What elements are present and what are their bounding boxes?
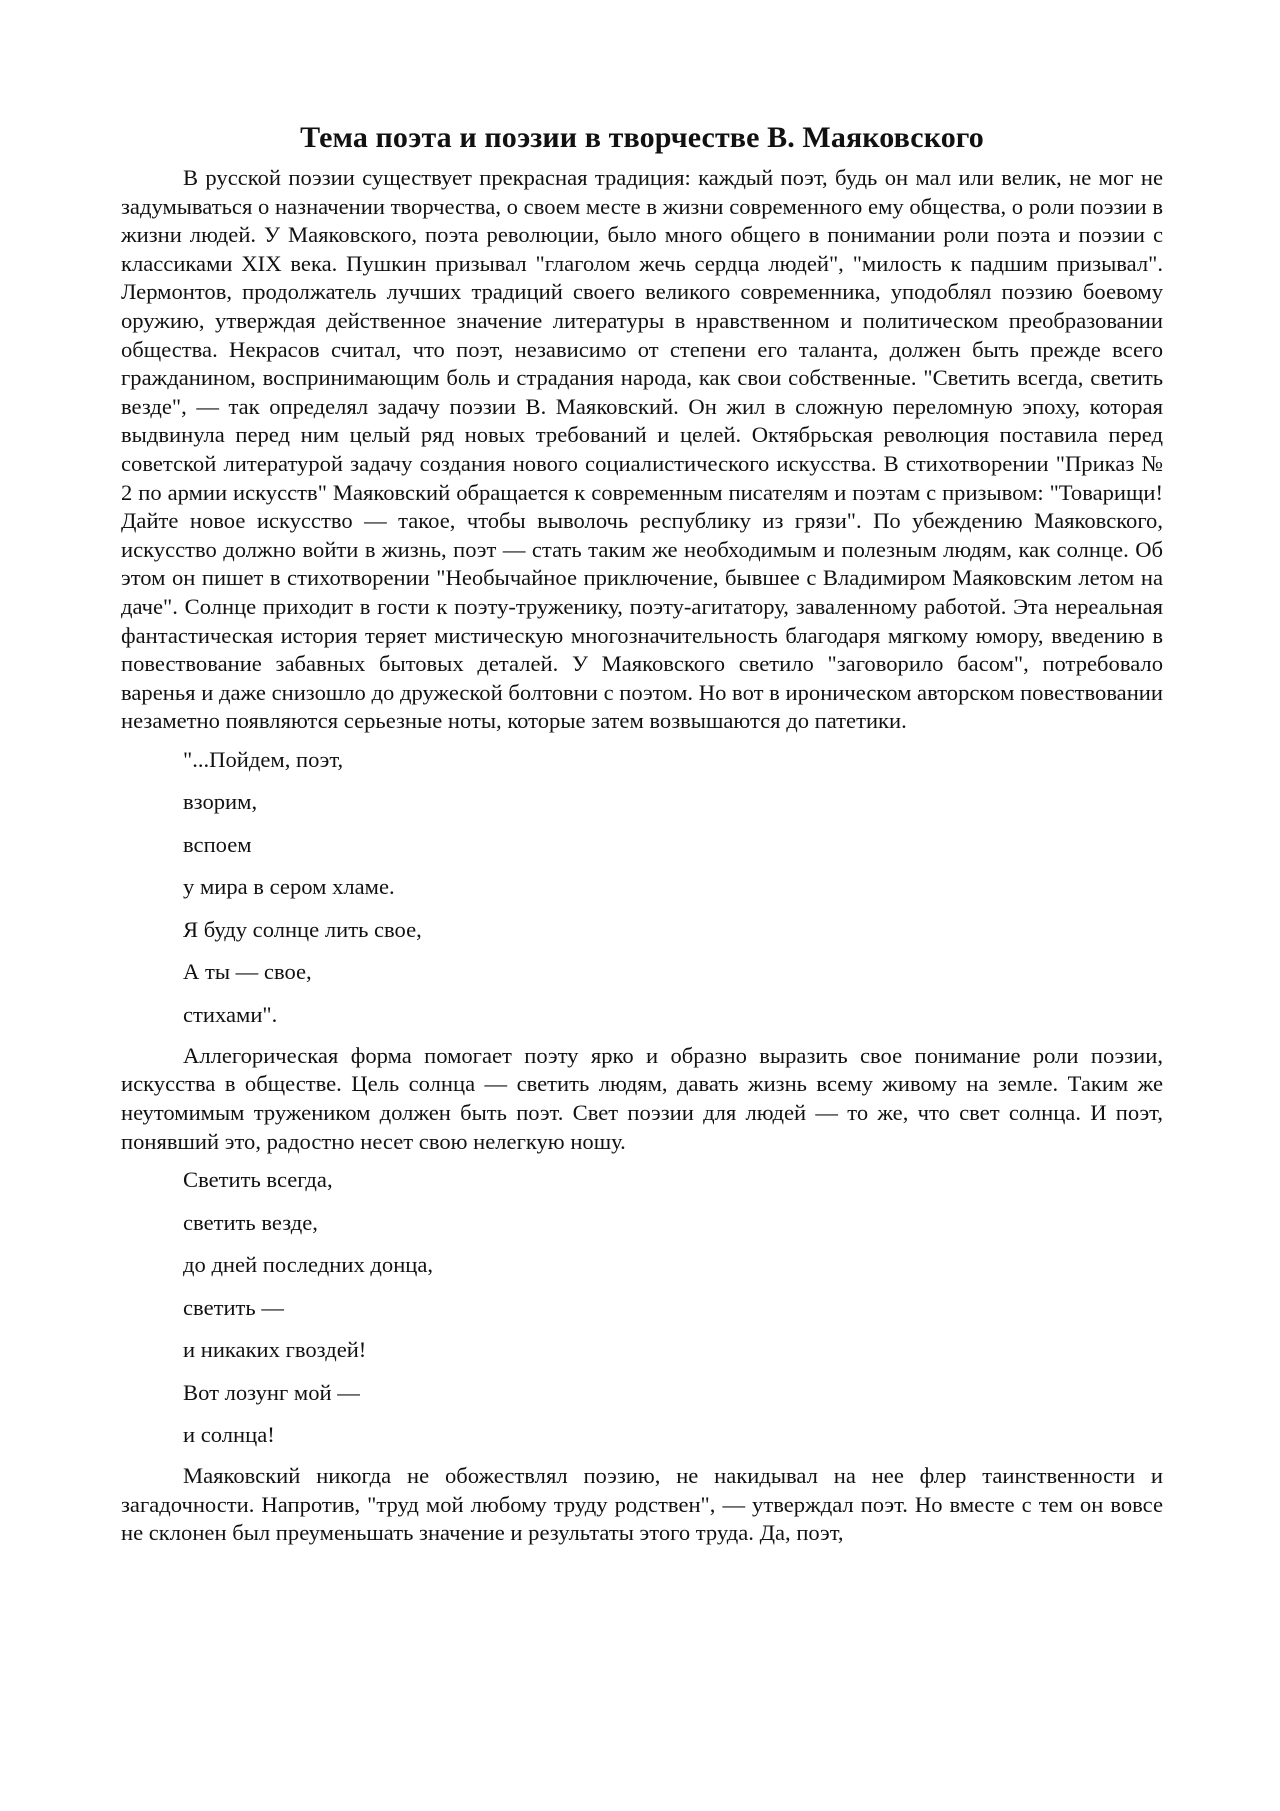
poem-line: вспоем: [183, 831, 252, 857]
paragraph-allegory: Аллегорическая форма помогает поэту ярко и образно выразить свое понимание роли поэзии, искусства в обществе. Цель солнца — светить людям, давать жизнь всему живому на земле. Таким же неутомимым тружеником должен быть поэт. Свет поэзии для людей — то же, что свет солнца. И поэт, понявший это, радостно несет свою нелегкую ношу.: [121, 1042, 1163, 1154]
poem-line: у мира в сером хламе.: [183, 874, 395, 900]
poem-line: до дней последних донца,: [183, 1252, 434, 1278]
poem-line: и солнца!: [183, 1422, 275, 1448]
poem-line: стихами".: [183, 1001, 278, 1027]
poem-line: светить везде,: [183, 1209, 318, 1235]
poem-line: "...Пойдем, поэт,: [183, 746, 344, 772]
document-page: [121, 118, 1163, 1548]
poem-line: Вот лозунг мой —: [183, 1379, 360, 1405]
poem-line: Я буду солнце лить свое,: [183, 916, 422, 942]
document-title: Тема поэта и поэзии в творчестве В. Маяковского: [300, 121, 984, 154]
paragraph-intro: В русской поэзии существует прекрасная традиция: каждый поэт, будь он мал или велик, не мог не задумываться о назначении творчества, о своем месте в жизни современного ему общества, о роли поэзии в жизни людей. У Маяковского, поэта революции, было много общего в понимании роли поэта и поэзии с классиками XIX века. Пушкин призывал "глаголом жечь сердца людей", "милость к падшим призывал". Лермонтов, продолжатель лучших традиций своего великого современника, уподоблял поэзию боевому оружию, утверждая действенное значение литературы в нравственном и политическом преобразовании общества. Некрасов считал, что поэт, независимо от степени его таланта, должен быть прежде всего гражданином, воспринимающим боль и страдания народа, как свои собственные. "Светить всегда, светить везде", — так определял задачу поэзии В. Маяковский. Он жил в сложную переломную эпоху, которая выдвинула перед ним целый ряд новых требований и целей. Октябрьская революция поставила перед советской литературой задачу создания нового социалистического искусства. В стихотворении "Приказ № 2 по армии искусств" Маяковский обращается к современным писателям и поэтам с призывом: "Товарищи! Дайте новое искусство — такое, чтобы выволочь республику из грязи". По убеждению Маяковского, искусство должно войти в жизнь, поэт — стать таким же необходимым и полезным людям, как солнце. Об этом он пишет в стихотворении "Необычайное приключение, бывшее с Владимиром Маяковским летом на даче". Солнце приходит в гости к поэту-труженику, поэту-агитатору, заваленному работой. Эта нереальная фантастическая история теряет мистическую многозначительность благодаря мягкому юмору, введению в повествование забавных бытовых деталей. У Маяковского светило "заговорило басом", потребовало варенья и даже снизошло до дружеской болтовни с поэтом. Но вот в ироническом авторском повествовании незаметно появляются серьезные ноты, которые затем возвышаются до патетики.: [121, 165, 1163, 734]
poem-line: взорим,: [183, 789, 258, 815]
poem-line: Светить всегда,: [183, 1167, 333, 1193]
poem-quote-2: [183, 1166, 1163, 1451]
paragraph-labor: Маяковский никогда не обожествлял поэзию, не накидывал на нее флер таинственности и загадочности. Напротив, "труд мой любому труду родствен", — утверждал поэт. Но вместе с тем он вовсе не склонен был преуменьшать значение и результаты этого труда. Да, поэт,: [121, 1463, 1163, 1546]
poem-line: светить —: [183, 1294, 284, 1320]
poem-line: и никаких гвоздей!: [183, 1337, 367, 1363]
poem-line: А ты — свое,: [183, 959, 312, 985]
poem-quote-1: [183, 746, 1163, 1031]
